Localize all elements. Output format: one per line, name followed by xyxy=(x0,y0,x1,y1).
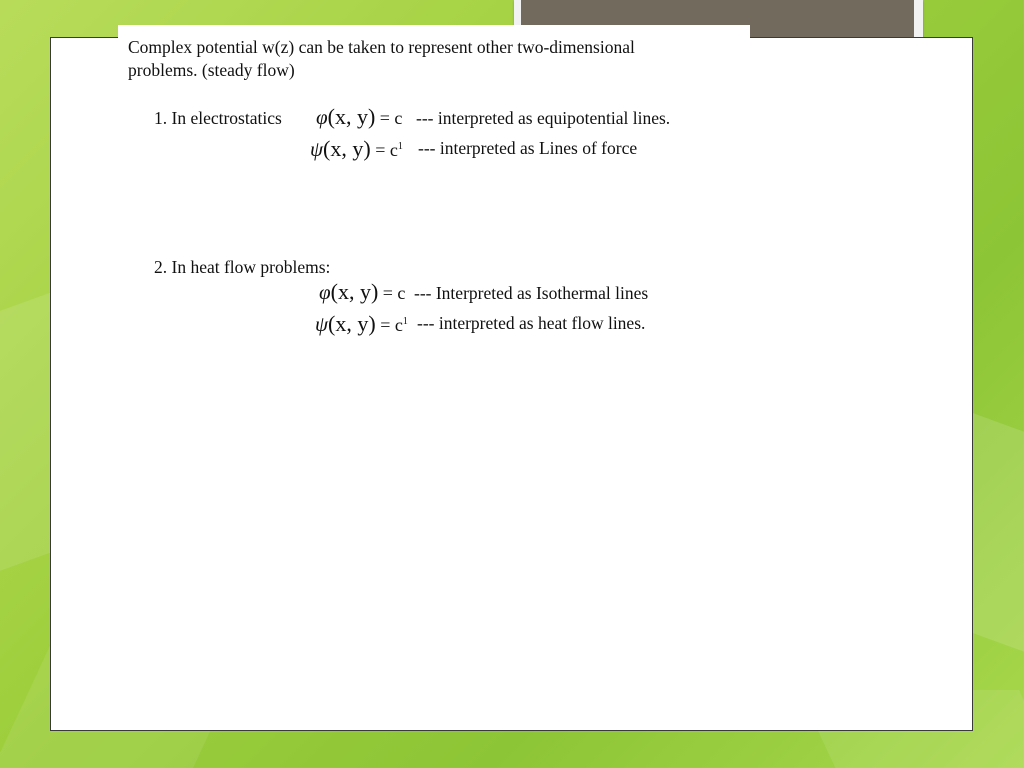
equation-rhs: = c xyxy=(375,140,398,160)
equation-args: (x, y) xyxy=(328,311,376,336)
phi-symbol: φ xyxy=(316,105,328,129)
item-1-equation-psi xyxy=(310,136,403,161)
item-2-equation-psi xyxy=(315,311,408,336)
equation-rhs: = c xyxy=(380,315,403,335)
intro-line-1: Complex potential w(z) can be taken to represent other two-dimensional xyxy=(128,37,635,57)
equation-superscript: 1 xyxy=(402,316,408,327)
equation-args: (x, y) xyxy=(327,104,376,129)
intro-line-2: problems. (steady flow) xyxy=(128,60,295,80)
document-image xyxy=(118,25,750,355)
equation-superscript: 1 xyxy=(397,141,403,152)
phi-symbol: φ xyxy=(319,280,331,304)
item-1-equation-phi xyxy=(316,106,402,129)
intro-paragraph xyxy=(128,36,738,82)
item-1-description-1: --- interpreted as equipotential lines. xyxy=(416,108,671,128)
equation-rhs: = c xyxy=(379,108,403,128)
equation-args: (x, y) xyxy=(330,279,379,304)
psi-symbol: ψ xyxy=(315,312,329,336)
item-2-description-1: --- Interpreted as Isothermal lines xyxy=(414,283,649,303)
equation-args: (x, y) xyxy=(323,136,371,161)
item-1-label: 1. In electrostatics xyxy=(154,108,282,128)
psi-symbol: ψ xyxy=(310,137,324,161)
item-1-description-2: --- interpreted as Lines of force xyxy=(418,138,638,158)
item-2-equation-phi xyxy=(319,281,405,304)
equation-rhs: = c xyxy=(382,283,406,303)
item-2-label: 2. In heat flow problems: xyxy=(154,257,331,277)
item-2-description-2: --- interpreted as heat flow lines. xyxy=(417,313,646,333)
